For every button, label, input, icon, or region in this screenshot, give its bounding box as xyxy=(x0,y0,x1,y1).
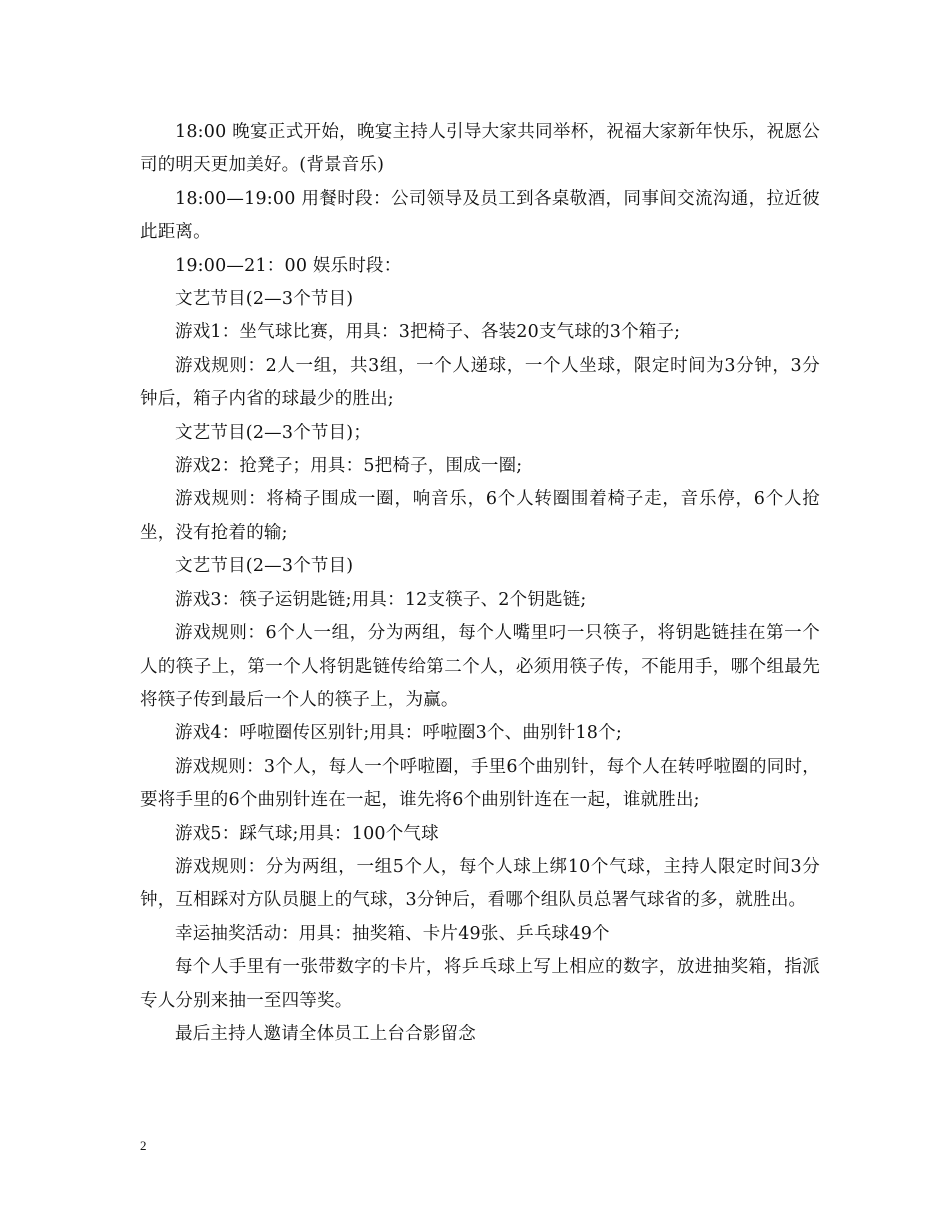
body-paragraph: 18:00 晚宴正式开始，晚宴主持人引导大家共同举杯，祝福大家新年快乐，祝愿公司的明天更加美好。(背景音乐) xyxy=(140,122,820,176)
body-paragraph: 最后主持人邀请全体员工上台合影留念 xyxy=(175,1023,476,1044)
body-paragraph: 游戏2：抢凳子；用具：5把椅子，围成一圈; xyxy=(175,456,523,477)
body-paragraph: 游戏5：踩气球;用具：100个气球 xyxy=(175,823,439,844)
body-paragraph: 文艺节目(2—3个节目) xyxy=(175,289,354,310)
body-paragraph: 游戏3：筷子运钥匙链;用具：12支筷子、2个钥匙链; xyxy=(175,589,587,610)
body-paragraph: 游戏4：呼啦圈传区别针;用具：呼啦圈3个、曲别针18个; xyxy=(175,723,622,744)
body-paragraph: 18:00—19:00 用餐时段：公司领导及员工到各桌敬酒，同事间交流沟通，拉近彼此距离。 xyxy=(140,188,820,243)
body-paragraph: 文艺节目(2—3个节目) xyxy=(175,556,354,577)
body-paragraph: 19:00—21：00 娱乐时段： xyxy=(175,255,402,276)
body-paragraph: 游戏规则：6个人一组，分为两组，每个人嘴里叼一只筷子，将钥匙链挂在第一个人的筷子上，第一个人将钥匙链传给第二个人，必须用筷子传，不能用手，哪个组最先将筷子传到最后一个人的筷子上，为赢。 xyxy=(140,623,820,710)
page-number: 2 xyxy=(140,1138,147,1153)
body-paragraph: 文艺节目(2—3个节目)； xyxy=(175,422,372,443)
body-paragraph: 幸运抽奖活动：用具：抽奖箱、卡片49张、乒乓球49个 xyxy=(175,923,610,944)
body-paragraph: 游戏1：坐气球比赛，用具：3把椅子、各装20支气球的3个箱子; xyxy=(175,322,681,343)
body-paragraph: 游戏规则：将椅子围成一圈，响音乐，6个人转圈围着椅子走，音乐停，6个人抢坐，没有抢着的输; xyxy=(140,489,820,543)
document-body xyxy=(140,116,820,1051)
body-paragraph: 游戏规则：2人一组，共3组，一个人递球，一个人坐球，限定时间为3分钟，3分钟后，箱子内省的球最少的胜出; xyxy=(140,355,820,410)
body-paragraph: 游戏规则：分为两组，一组5个人，每个人球上绑10个气球，主持人限定时间3分钟，互相踩对方队员腿上的气球，3分钟后，看哪个组队员总署气球省的多，就胜出。 xyxy=(140,856,820,911)
body-paragraph: 每个人手里有一张带数字的卡片，将乒乓球上写上相应的数字，放进抽奖箱，指派专人分别来抽一至四等奖。 xyxy=(140,957,820,1011)
body-paragraph: 游戏规则：3个人，每人一个呼啦圈，手里6个曲别针，每个人在转呼啦圈的同时，要将手里的6个曲别针连在一起，谁先将6个曲别针连在一起，谁就胜出; xyxy=(140,756,820,811)
